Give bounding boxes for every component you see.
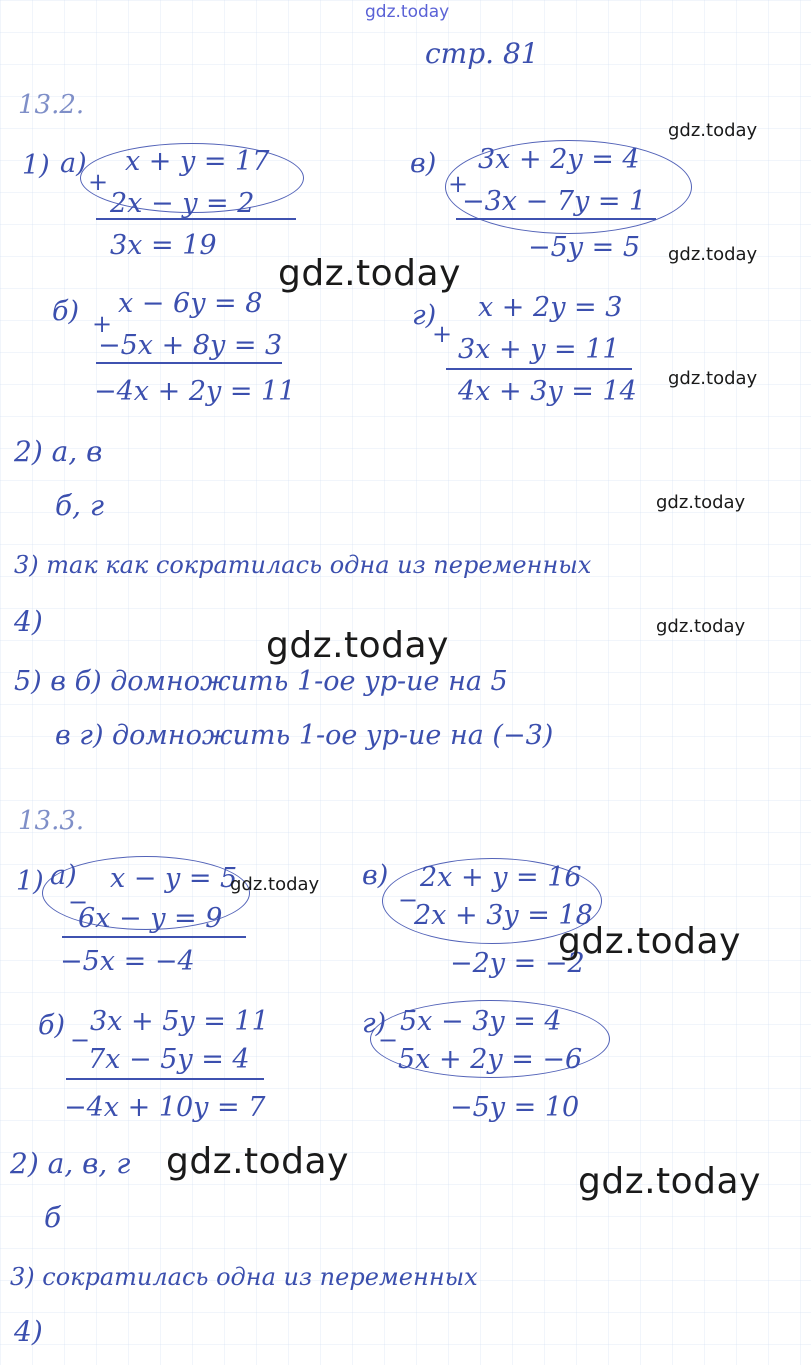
ex13-2-b-eq1: x − 6y = 8 (118, 288, 263, 319)
ex13-2-part2-line1: 2) а, в (14, 435, 103, 468)
watermark-4: gdz.today (668, 368, 758, 389)
watermark-11: gdz.today (578, 1161, 761, 1202)
ex13-3-b-label: б) (38, 1010, 66, 1041)
ex13-3-g-eq1: 5x − 3y = 4 (400, 1006, 562, 1037)
ex13-3-a-result: −5x = −4 (60, 946, 195, 977)
ex13-3-v-minus: − (398, 886, 419, 914)
ex13-3-a-line (62, 936, 246, 938)
ex13-3-part3: 3) сократилась одна из переменных (10, 1263, 478, 1291)
watermark-6: gdz.today (656, 616, 746, 637)
watermark-3: gdz.today (278, 253, 461, 294)
ex13-2-part1-label: 1) (22, 150, 50, 181)
ex13-2-g-label: г) (412, 300, 437, 331)
ex13-2-a-label: а) (60, 148, 87, 179)
ex13-3-part2-line2: б (44, 1201, 62, 1234)
ex13-2-g-eq1: x + 2y = 3 (478, 292, 623, 323)
ex13-3-v-eq1: 2x + y = 16 (420, 862, 582, 893)
exercise-number-13-2: 13.2. (18, 90, 85, 120)
ex13-2-part5-line2: в г) домножить 1-ое ур-ие на (−3) (55, 720, 554, 751)
ex13-2-part5-line1: 5) в б) домножить 1-ое ур-ие на 5 (14, 666, 508, 697)
ex13-2-v-line (456, 218, 656, 220)
ex13-3-part1-label: 1) (16, 866, 44, 897)
ex13-3-b-minus: − (70, 1026, 91, 1054)
ex13-2-part2-line2: б, г (55, 489, 105, 522)
ex13-2-a-line (96, 218, 296, 220)
ex13-3-a-label: а) (50, 860, 77, 891)
ex13-2-b-plus: + (92, 310, 113, 338)
ex13-3-g-label: г) (362, 1008, 387, 1039)
ex13-2-a-eq2: 2x − y = 2 (110, 188, 255, 219)
ex13-2-g-result: 4x + 3y = 14 (458, 376, 637, 407)
watermark-10: gdz.today (166, 1141, 349, 1182)
ex13-2-a-result: 3x = 19 (110, 230, 217, 261)
ex13-2-v-eq2: −3x − 7y = 1 (462, 186, 647, 217)
watermark-top: gdz.today (365, 2, 450, 22)
ex13-2-a-plus: + (88, 168, 109, 196)
ex13-2-v-result: −5y = 5 (528, 232, 641, 263)
exercise-number-13-3: 13.3. (18, 806, 85, 836)
ex13-2-v-plus: + (448, 170, 469, 198)
ex13-3-part2-line1: 2) а, в, г (10, 1147, 131, 1180)
watermark-9: gdz.today (558, 921, 741, 962)
ex13-2-b-line (96, 362, 282, 364)
ex13-3-v-result: −2y = −2 (450, 948, 585, 979)
ex13-3-a-minus: − (68, 888, 89, 916)
ex13-2-v-label: в) (410, 148, 437, 179)
ex13-3-g-eq2: 5x + 2y = −6 (398, 1044, 583, 1075)
ex13-3-b-line (66, 1078, 264, 1080)
ex13-2-g-eq2: 3x + y = 11 (458, 334, 620, 365)
ex13-2-b-label: б) (52, 296, 80, 327)
ex13-3-b-result: −4x + 10y = 7 (64, 1092, 266, 1123)
ex13-3-b-eq1: 3x + 5y = 11 (90, 1006, 269, 1037)
ex13-3-g-result: −5y = 10 (450, 1092, 580, 1123)
ex13-3-v-label: в) (362, 860, 389, 891)
page-header: стр. 81 (425, 37, 539, 70)
watermark-2: gdz.today (668, 244, 758, 265)
ex13-2-a-eq1: x + y = 17 (125, 146, 270, 177)
ex13-3-v-eq2: 2x + 3y = 18 (414, 900, 593, 931)
ex13-3-part4: 4) (14, 1315, 43, 1348)
watermark-8: gdz.today (230, 874, 320, 895)
ex13-2-part4: 4) (14, 605, 43, 638)
ex13-2-b-eq2: −5x + 8y = 3 (98, 330, 283, 361)
ex13-3-b-eq2: 7x − 5y = 4 (88, 1044, 250, 1075)
ex13-3-a-eq1: x − y = 5 (110, 863, 238, 894)
ex13-2-b-result: −4x + 2y = 11 (94, 376, 296, 407)
ex13-3-g-minus: − (378, 1026, 399, 1054)
watermark-7: gdz.today (266, 625, 449, 666)
ex13-2-part3: 3) так как сократилась одна из переменных (14, 551, 592, 579)
ex13-2-v-eq1: 3x + 2y = 4 (478, 144, 640, 175)
ex13-2-g-line (446, 368, 632, 370)
ex13-3-a-eq2: 6x − y = 9 (78, 903, 223, 934)
watermark-1: gdz.today (668, 120, 758, 141)
watermark-5: gdz.today (656, 492, 746, 513)
ex13-2-g-plus: + (432, 320, 453, 348)
